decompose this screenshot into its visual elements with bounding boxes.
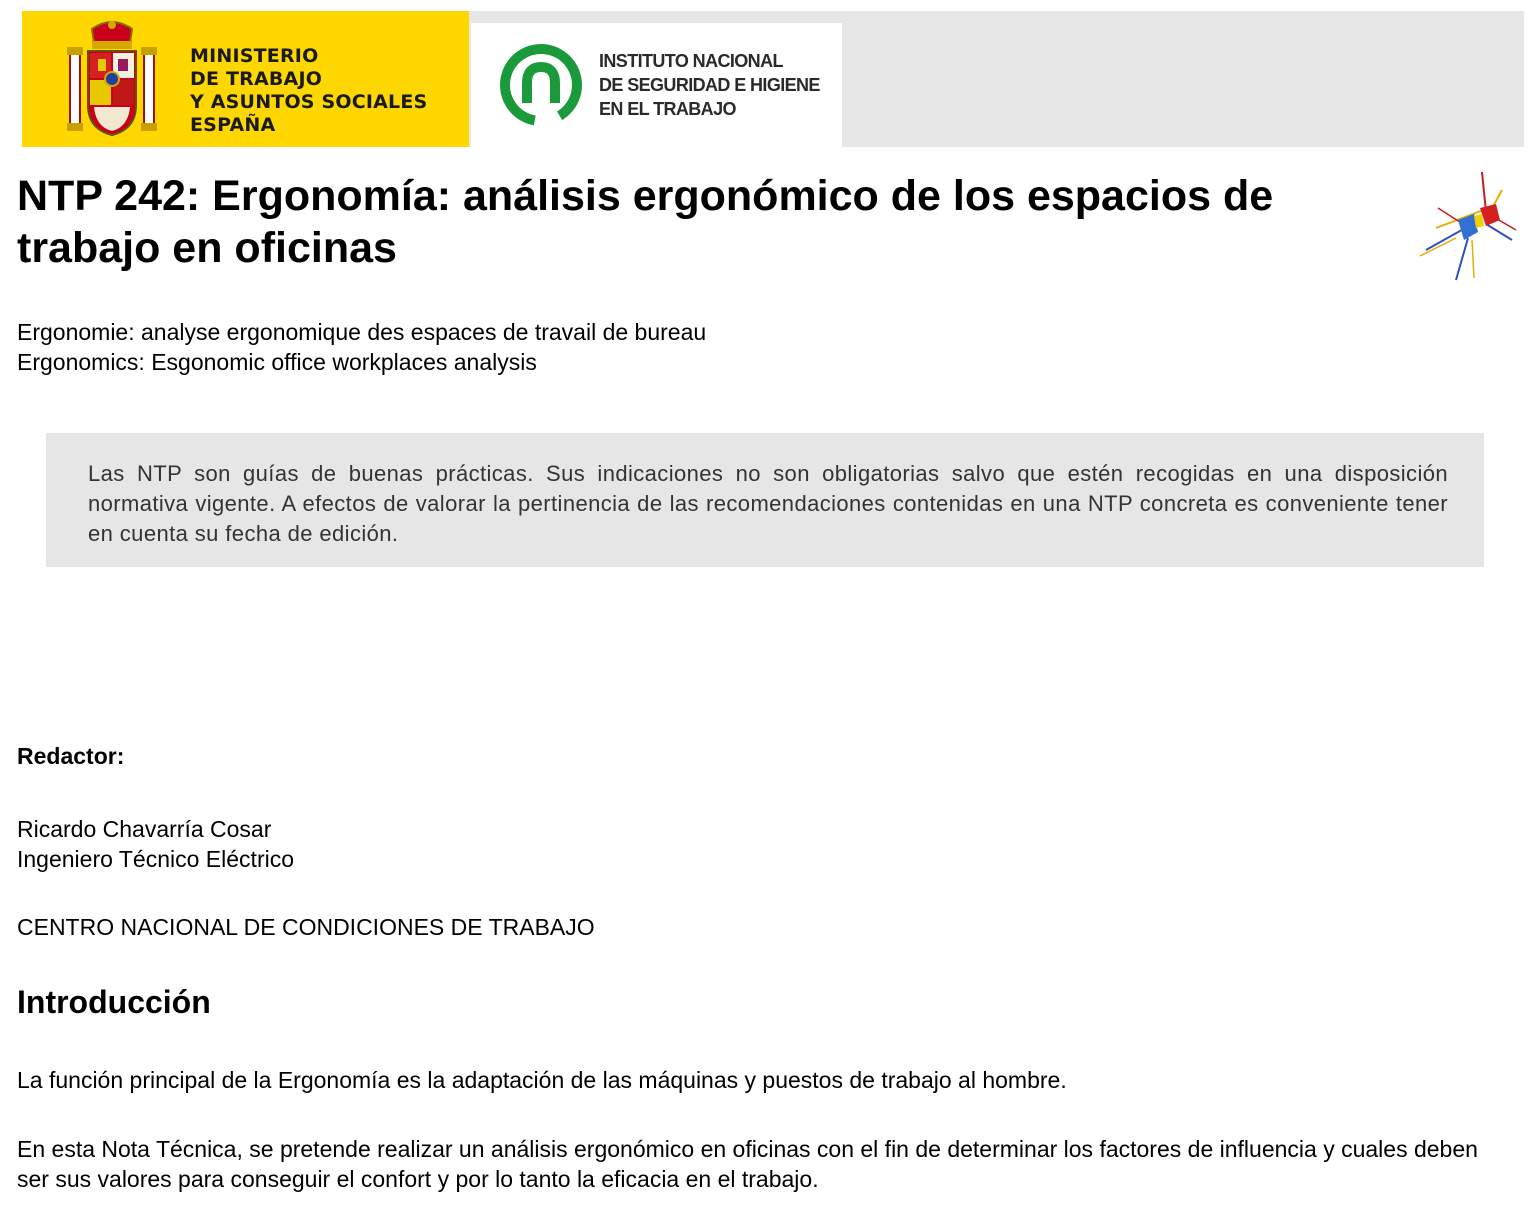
disclaimer-text: Las NTP son guías de buenas prácticas. Sus indicaciones no son obligatorias salvo que estén recogidas en una disposición normativa vigente. A efectos de valorar la pertinencia de las recomendaciones contenidas en una NTP concreta es conveniente tener en cuenta su fecha de edición. — [88, 461, 1448, 546]
institute-line: DE SEGURIDAD E HIGIENE — [599, 75, 820, 95]
page-title: NTP 242: Ergonomía: análisis ergonómico de los espacios de trabajo en oficinas — [17, 172, 1274, 272]
subtitle-english: Ergonomics: Esgonomic office workplaces analysis — [17, 349, 537, 375]
ministry-line: DE TRABAJO — [190, 68, 323, 90]
ministry-line: MINISTERIO — [190, 45, 319, 67]
author-role: Ingeniero Técnico Eléctrico — [17, 846, 294, 872]
institute-name — [599, 49, 820, 121]
insht-logo-icon — [497, 41, 585, 129]
spain-coat-of-arms-icon — [64, 19, 160, 143]
ministry-name — [190, 45, 427, 137]
section-heading-introduction: Introducción — [17, 984, 211, 1020]
ministry-country: ESPAÑA — [190, 114, 276, 136]
intro-paragraph: En esta Nota Técnica, se pretende realizar un análisis ergonómico en oficinas con el fin de determinar los factores de influencia y cuales deben ser sus valores para conseguir el confort y por lo tanto la eficacia en el trabajo. — [17, 1136, 1478, 1192]
ministry-line: Y ASUNTOS SOCIALES — [190, 91, 428, 113]
disclaimer-box — [46, 433, 1484, 567]
alternate-titles — [17, 317, 706, 377]
author-block — [17, 814, 294, 874]
ministry-logo — [22, 11, 469, 147]
institute-logo — [471, 23, 842, 147]
header-banner — [22, 11, 1524, 147]
author-name: Ricardo Chavarría Cosar — [17, 816, 272, 842]
institute-line: EN EL TRABAJO — [599, 99, 736, 119]
subtitle-french: Ergonomie: analyse ergonomique des espaces de travail de bureau — [17, 319, 707, 345]
colorful-figure-icon — [1416, 168, 1520, 282]
institute-line: INSTITUTO NACIONAL — [599, 51, 783, 71]
redactor-label: Redactor: — [17, 743, 125, 769]
intro-paragraph: La función principal de la Ergonomía es la adaptación de las máquinas y puestos de trabajo al hombre. — [17, 1067, 1067, 1093]
center-name: CENTRO NACIONAL DE CONDICIONES DE TRABAJO — [17, 914, 595, 940]
